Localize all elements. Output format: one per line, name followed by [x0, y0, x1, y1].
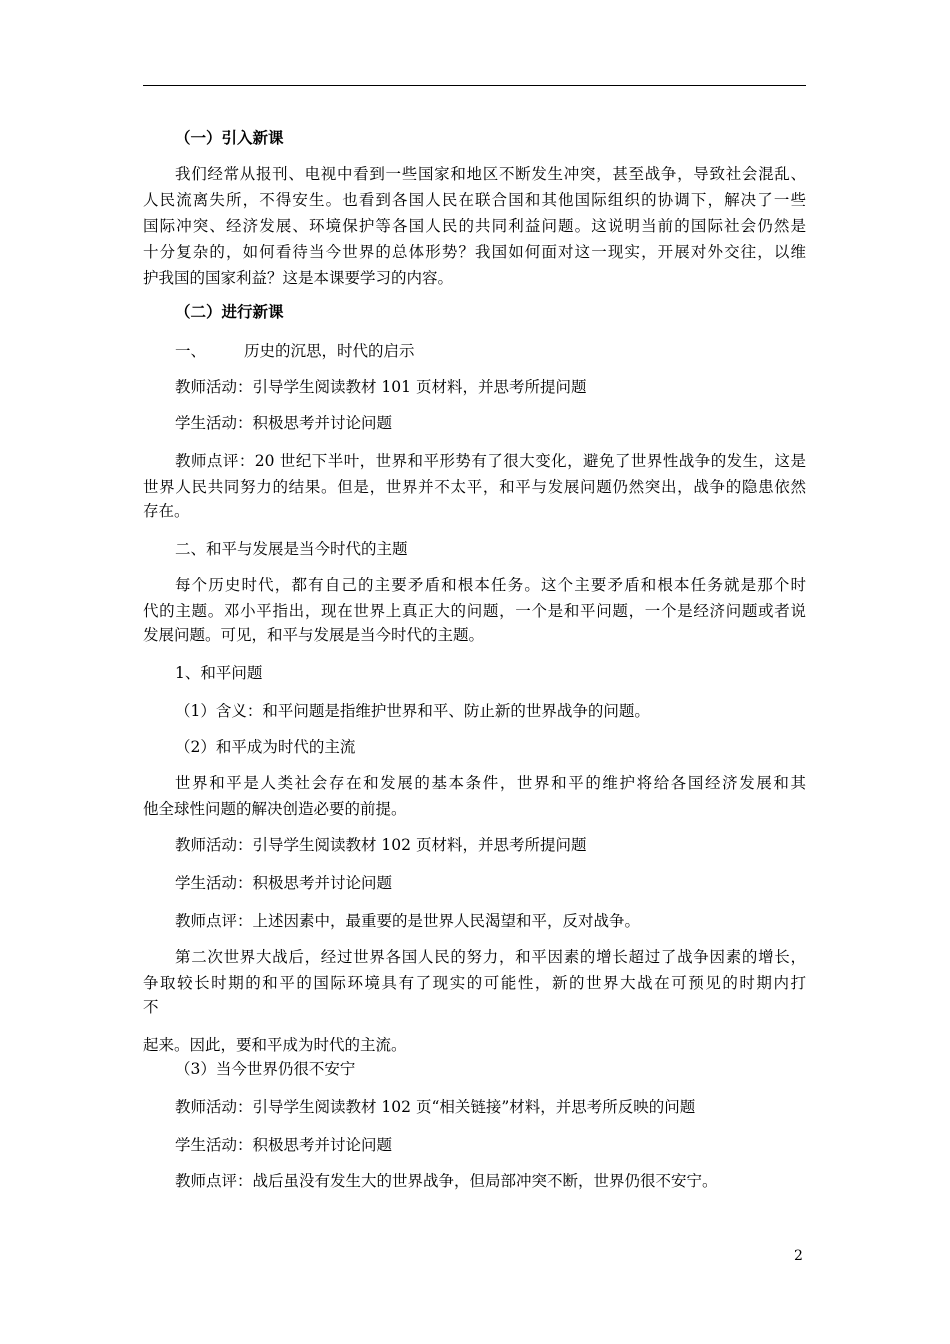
postwar-paragraph-line: 第二次世界大战后，经过世界各国人民的努力，和平因素的增长超过了战争因素的增长，	[175, 948, 806, 966]
new-lesson-heading: （二）进行新课	[175, 302, 284, 321]
student-activity: 学生活动：积极思考并讨论问题	[175, 1136, 393, 1154]
teacher-comment: 教师点评：战后虽没有发生大的世界战争，但局部冲突不断，世界仍很不安宁。	[175, 1172, 718, 1190]
page-number: 2	[794, 1248, 803, 1264]
student-activity: 学生活动：积极思考并讨论问题	[175, 874, 393, 892]
teacher-activity: 教师活动：引导学生阅读教材 102 页材料，并思考所提问题	[175, 836, 587, 854]
teacher-comment-line: 世界人民共同努力的结果。但是，世界并不太平，和平与发展问题仍然突出，战争的隐患依然	[143, 478, 806, 496]
part2-title: 二、和平与发展是当今时代的主题	[175, 540, 408, 558]
postwar-paragraph-line: 起来。因此，要和平成为时代的主流。	[143, 1036, 407, 1054]
peace-condition-line: 世界和平是人类社会存在和发展的基本条件，世界和平的维护将给各国经济发展和其	[175, 774, 806, 792]
peace-condition-line: 他全球性问题的解决创造必要的前提。	[143, 800, 407, 818]
part2-paragraph-line: 发展问题。可见，和平与发展是当今时代的主题。	[143, 626, 485, 644]
intro-paragraph-line: 护我国的国家利益？这是本课要学习的内容。	[143, 269, 454, 287]
header-rule	[143, 85, 806, 86]
peace-mainstream: （2）和平成为时代的主流	[175, 738, 356, 756]
teacher-activity: 教师活动：引导学生阅读教材 102 页“相关链接”材料，并思考所反映的问题	[175, 1098, 696, 1116]
part2-paragraph-line: 每个历史时代，都有自己的主要矛盾和根本任务。这个主要矛盾和根本任务就是那个时	[175, 576, 806, 594]
part2-paragraph-line: 代的主题。邓小平指出，现在世界上真正大的问题，一个是和平问题，一个是经济问题或者说	[143, 602, 806, 620]
intro-paragraph-line: 人民流离失所，不得安生。也看到各国人民在联合国和其他国际组织的协调下，解决了一些	[143, 191, 806, 209]
intro-paragraph-line: 十分复杂的，如何看待当今世界的总体形势？我国如何面对这一现实，开展对外交往，以维	[143, 243, 806, 261]
part1-title: 历史的沉思，时代的启示	[244, 342, 415, 360]
part1-number: 一、	[175, 342, 207, 360]
intro-heading: （一）引入新课	[175, 128, 284, 147]
peace-heading: 1、和平问题	[175, 664, 263, 682]
student-activity: 学生活动：积极思考并讨论问题	[175, 414, 393, 432]
teacher-comment: 教师点评：上述因素中，最重要的是世界人民渴望和平，反对战争。	[175, 912, 641, 930]
teacher-comment-line: 教师点评：20 世纪下半叶，世界和平形势有了很大变化，避免了世界性战争的发生，这是	[175, 452, 806, 470]
teacher-comment-line: 存在。	[143, 502, 190, 520]
intro-paragraph-line: 我们经常从报刊、电视中看到一些国家和地区不断发生冲突，甚至战争，导致社会混乱、	[175, 165, 806, 183]
world-unrest-heading: （3）当今世界仍很不安宁	[175, 1060, 356, 1078]
peace-meaning: （1）含义：和平问题是指维护世界和平、防止新的世界战争的问题。	[175, 702, 650, 720]
teacher-activity: 教师活动：引导学生阅读教材 101 页材料，并思考所提问题	[175, 378, 587, 396]
postwar-paragraph-line: 不	[143, 998, 159, 1016]
intro-paragraph-line: 国际冲突、经济发展、环境保护等各国人民的共同利益问题。这说明当前的国际社会仍然是	[143, 217, 806, 235]
postwar-paragraph-line: 争取较长时期的和平的国际环境具有了现实的可能性，新的世界大战在可预见的时期内打	[143, 974, 806, 992]
